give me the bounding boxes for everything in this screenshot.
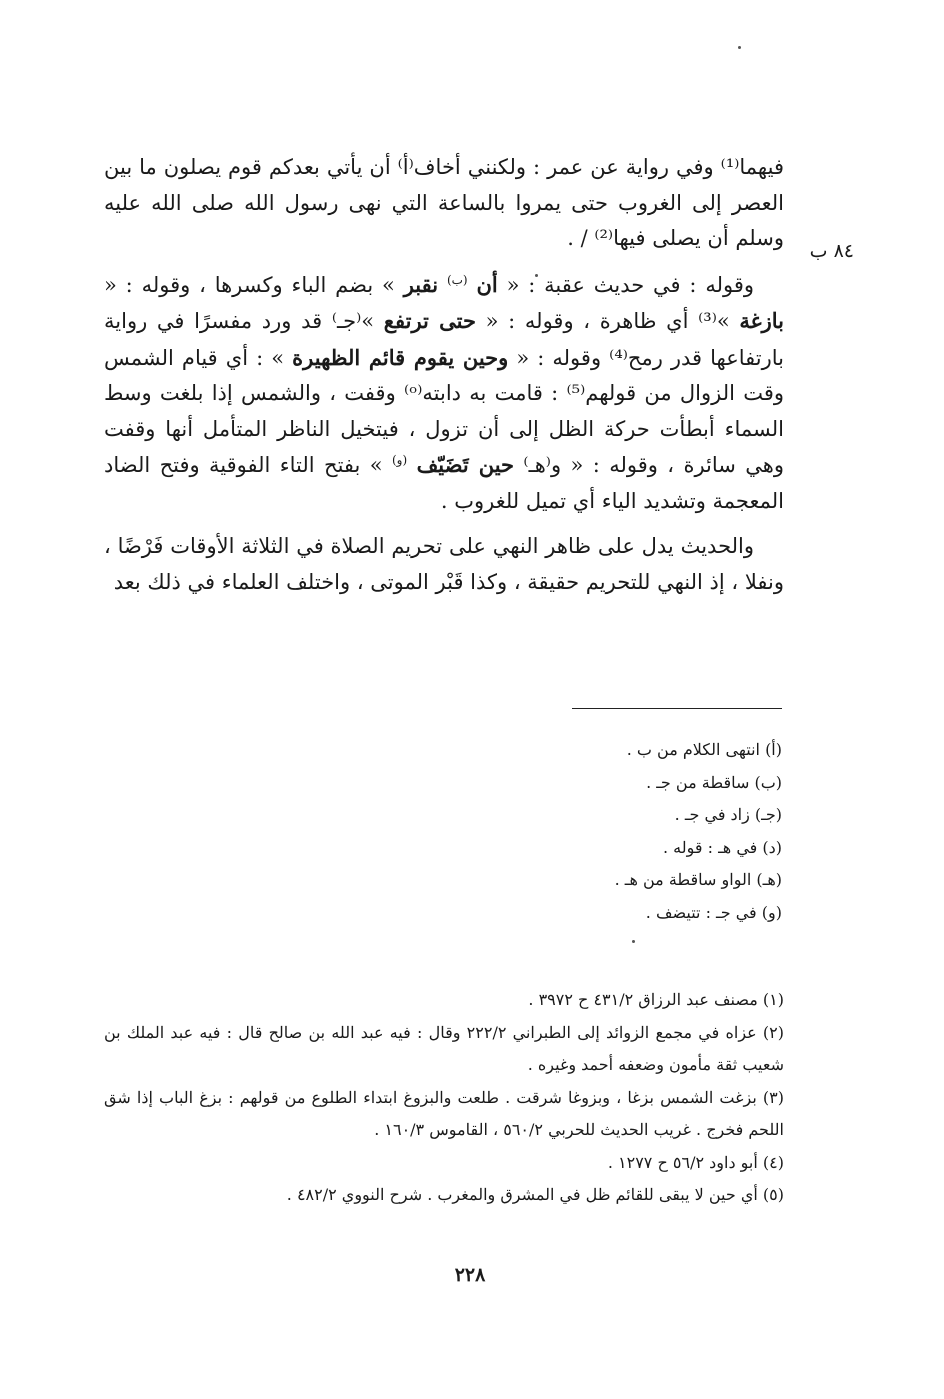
footnote: (٢) عزاه في مجمع الزوائد إلى الطبراني ٢٢٢/٢ وقال : فيه عبد الله بن صالح قال : فيه عبد الملك بن شعيب ثقة مأمون وضعفه أحمد وغيره .	[104, 1022, 785, 1074]
quoted-term: نقبر	[403, 271, 439, 297]
paragraph-2: وقوله : في حديث عقبة : « أن $^{(ب)}$ نقبر » بضم الباء وكسرها ، وقوله : « بازغة »⁽³⁾ أي ظاهرة ، وقوله : « حتى ترتفع »⁽جـ⁾ قد ورد مفسرًا في رواية بارتفاعها قدر رمح⁽⁴⁾ وقوله : « وحين يقوم قائم الظهيرة » : أي قيام الشمس وقت الزوال من قولهم⁽⁵⁾ : قامت به دابته⁽ᵒ⁾ وقفت ، والشمس إذا بلغت وسط السماء أبطأت حركة الظل إلى أن تزول ، فيتخيل الناظر المتأمل أنها وقفت وهي سائرة ، وقوله : « و⁽هـ⁾ حين تَضَيّف $^{(و)}$ » بفتح التاء الفوقية وفتح الضاد المعجمة وتشديد الياء أي تميل للغروب .	[104, 271, 785, 513]
reference-footnotes	[104, 984, 784, 1212]
variant-note: (ب) ساقطة من جـ .	[646, 772, 782, 792]
paragraph-3: والحديث يدل على ظاهر النهي على تحريم الصلاة في الثلاثة الأوقات فَرْضًا ، ونفلا ، إذ النهي للتحريم حقيقة ، وكذا قَبْر الموتى ، واختلف العلماء في ذلك بعد	[104, 534, 784, 594]
quoted-term: وحين يقوم قائم الظهيرة	[292, 344, 509, 370]
variant-note: (و) في جـ : تتيضف .	[645, 902, 782, 922]
quoted-term: أن	[476, 271, 498, 297]
footnote: (٤) أبو داود ٥٦/٢ ح ١٢٧٧ .	[607, 1152, 784, 1172]
footnote: (٣) بزغت الشمس بزغا ، وبزوغا شرقت . طلعت والبزوغ ابتداء الطلوع من قولهم : بزغ الباب إذا شق اللحم فخرج . غريب الحديث للحربي ٥٦٠/٢ ، القاموس ١٦٠/٣ .	[104, 1087, 784, 1139]
footnote-separator	[572, 708, 782, 709]
quoted-term: حتى ترتفع	[383, 308, 476, 333]
variant-note: (أ) انتهى الكلام من ب .	[626, 740, 782, 759]
main-text	[104, 150, 784, 600]
quoted-term: بازغة	[739, 308, 784, 333]
variant-note: (جـ) زاد في جـ .	[674, 805, 782, 824]
scan-speck	[632, 940, 635, 943]
paragraph-1: فيهما⁽¹⁾ وفي رواية عن عمر : ولكنني أخاف⁽أ⁾ أن يأتي بعدكم قوم يصلون ما بين العصر إلى الغروب حتى يمروا بالساعة التي نهى رسول الله صلى الله عليه وسلم أن يصلى فيها⁽²⁾ / .	[104, 155, 784, 250]
manuscript-variants	[300, 734, 782, 929]
variant-note: (د) في هـ : قوله .	[663, 837, 782, 857]
footnote: (١) مصنف عبد الرزاق ٤٣١/٢ ح ٣٩٧٢ .	[528, 990, 784, 1009]
variant-note: (هـ) الواو ساقطة من هـ .	[614, 870, 782, 889]
margin-folio-note: ٨٤ ب	[809, 240, 854, 262]
scan-speck	[738, 46, 741, 49]
page-number: ٢٢٨	[454, 1264, 486, 1286]
quoted-term: حين تَضَيّف	[416, 452, 515, 477]
footnote: (٥) أي حين لا يبقى للقائم ظل في المشرق والمغرب . شرح النووي ٤٨٢/٢ .	[286, 1185, 784, 1204]
